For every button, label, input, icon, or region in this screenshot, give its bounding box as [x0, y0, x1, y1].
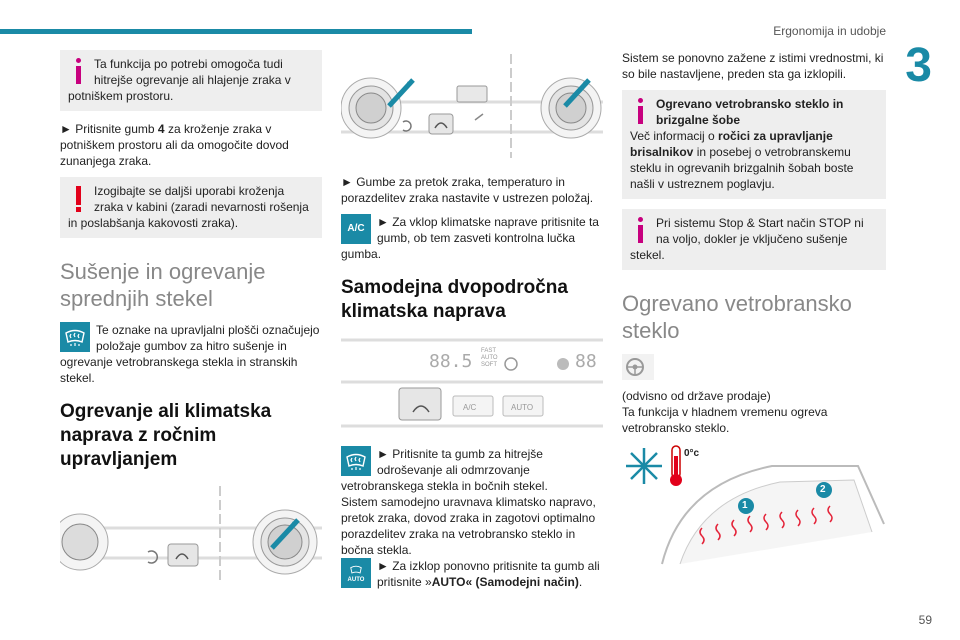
panel-ac-button: A/C	[463, 403, 477, 412]
heading-heated-windscreen: Ogrevano vetrobransko steklo	[622, 291, 852, 343]
steering-wheel-icon	[622, 354, 654, 380]
windscreen-defrost-icon	[60, 322, 90, 352]
heated-windscreen-text: Ta funkcija v hladnem vremenu ogreva vetrobransko steklo.	[622, 405, 828, 435]
chapter-number: 3	[905, 39, 932, 92]
step-defrost: ► Pritisnite ta gumb za hitrejše odroševanje ali odmrzovanje vetrobranskega stekla in bočnih stekel.	[341, 447, 548, 493]
defrost-auto-icon: AUTO	[341, 558, 371, 588]
temperature-label: 0°c	[684, 448, 700, 459]
column-2	[341, 50, 603, 598]
panel-temp-right: 88	[575, 351, 597, 372]
header-bar	[0, 29, 472, 34]
country-note: (odvisno od države prodaje)	[622, 389, 771, 403]
step-adjust: ► Gumbe za pretok zraka, temperaturo in porazdelitev zraka nastavite v ustrezen položaj.	[341, 175, 594, 205]
auto-regulation-text: Sistem samodejno uravnava klimatsko napravo, pretok zraka, dovod zraka in zagotovi optimalno porazdelitev zraka na vetrobransko steklo in bočna stekla.	[341, 495, 596, 557]
section-title: Ergonomija in udobje	[773, 24, 886, 38]
warning-note	[60, 177, 322, 238]
page-number: 59	[918, 613, 932, 627]
column-1	[60, 50, 322, 598]
info-note	[60, 50, 322, 111]
info-note-text: Ta funkcija po potrebi omogoča tudi hitrejše ogrevanje ali hlajenje zraka v potniškem prostoru.	[68, 57, 291, 103]
info-icon	[630, 96, 652, 126]
panel-soft: SOFT	[481, 362, 497, 368]
step-recirculation: ► Pritisnite gumb 4 za kroženje zraka v potniškem prostoru ali da omogočite dovod zunanjega zraka.	[60, 122, 289, 168]
defrost-paragraph: Te oznake na upravljalni plošči označujejo položaje gumbov za hitro sušenje in ogrevanje vetrobranskega stekla in stranskih stekel.	[60, 323, 320, 385]
callout-2: 2	[820, 484, 826, 495]
ac-icon: A/C	[341, 214, 371, 244]
heading-manual: Ogrevanje ali klimatska naprava z ročnim upravljanjem	[60, 401, 272, 470]
restart-text: Sistem se ponovno zažene z istimi vrednostmi, ki so bile nastavljene, preden sta ga izklopili.	[622, 51, 884, 81]
info-note-title: Ogrevano vetrobransko steklo in brizgalne šobe	[656, 97, 844, 127]
info-note-windscreen: Ogrevano vetrobransko steklo in brizgalne šobe Več informacij o ročici za upravljanje brisalnikov in posebej o vetrobranskemu steklu in ogrevanih brizgalnih šobah boste našli v ustreznem poglavju.	[622, 90, 886, 199]
step-off: AUTO ► Za izklop ponovno pritisnite ta gumb ali pritisnite »AUTO« (Samodejni način).	[341, 558, 603, 590]
step-ac-on: A/C ► Za vklop klimatske naprave pritisnite ta gumb, ob tem zasveti kontrolna lučka gumba.	[341, 215, 599, 261]
heading-defrost: Sušenje in ogrevanje sprednjih stekel	[60, 259, 266, 311]
auto-panel-figure	[341, 336, 603, 436]
manual-controls-figure	[60, 484, 322, 588]
ac-controls-figure	[341, 50, 603, 164]
info-icon	[630, 215, 652, 245]
windscreen-defrost-icon	[341, 446, 371, 476]
panel-fast: FAST	[481, 348, 497, 354]
heading-auto-climate: Samodejna dvopodročna klimatska naprava	[341, 277, 568, 322]
warning-note-text: Izogibajte se daljši uporabi kroženja zraka v kabini (zaradi nevarnosti rošenja in poslabšanja kakovosti zraka).	[68, 184, 309, 230]
info-note-stopstart: Pri sistemu Stop & Start način STOP ni na voljo, dokler je vključeno sušenje stekel.	[622, 209, 886, 270]
callout-1: 1	[742, 500, 748, 511]
column-3	[622, 50, 886, 576]
panel-auto-button: AUTO	[511, 403, 534, 412]
info-icon	[68, 56, 90, 86]
heated-windscreen-figure	[622, 444, 886, 566]
panel-temp-left: 88.5	[429, 351, 473, 372]
warning-icon	[68, 183, 90, 213]
panel-auto: AUTO	[481, 355, 498, 361]
